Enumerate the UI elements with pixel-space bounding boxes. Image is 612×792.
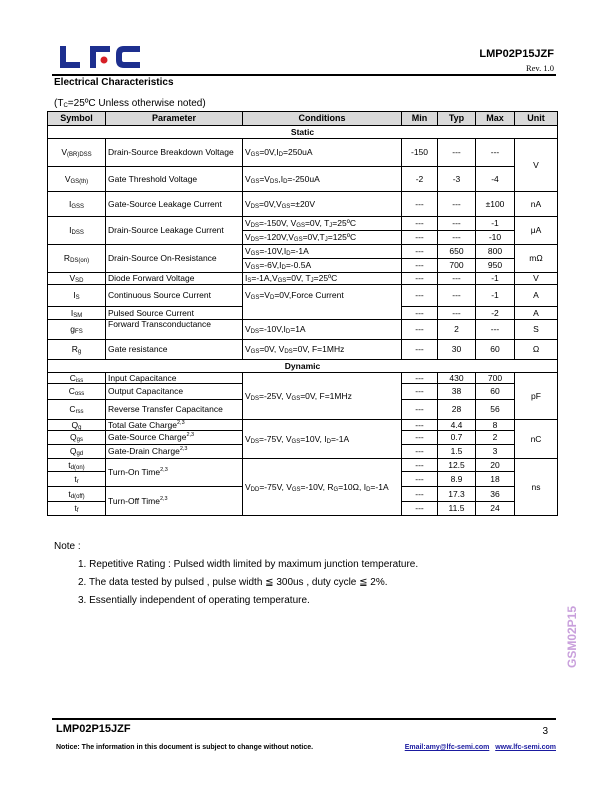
table-row: $I_{SM}$ Pulsed Source Current --- --- -2 A — [48, 307, 558, 320]
table-header-row — [48, 112, 558, 126]
table-row: $R_{DS(on)}$ Drain-Source On-Resistance $V_{GS}=-10V,I_D=-1A$ --- 650 800 mΩ — [48, 245, 558, 259]
table-row: $V_{GS}=-6V,I_D=-0.5A$ --- 700 950 — [48, 259, 558, 273]
table-row: $V_{SD}$ Diode Forward Voltage $I_S=-1A,V_{GS}=0V$, $T_J=25ºC$ --- --- -1 V — [48, 273, 558, 285]
table-row: $V_{GS(th)}$ Gate Threshold Voltage $V_{GS}=V_{DS},I_D=-250uA$ -2 -3 -4 — [48, 167, 558, 192]
table-row: $t_f$ --- 11.5 24 — [48, 502, 558, 516]
footer-links — [405, 744, 556, 751]
table-row: $C_{rss}$ Reverse Transfer Capacitance --- 28 56 — [48, 400, 558, 420]
col-max: Max — [476, 112, 515, 126]
note-item-1: 1. Repetitive Rating : Pulsed width limited by maximum junction temperature. — [78, 559, 419, 570]
footer-part-number: LMP02P15JZF — [56, 723, 131, 735]
col-min: Min — [402, 112, 438, 126]
header-part-number: LMP02P15JZF — [479, 48, 554, 60]
table-row: $t_r$ --- 8.9 18 — [48, 472, 558, 487]
table-row: $t_{d(on)}$ Turn-On Time$^{2,3}$ $V_{DD}=-75V$, $V_{GS}=-10V$, $R_G=10\Omega$, $I_D=-1A$ --- 12.5 20 ns — [48, 459, 558, 472]
side-watermark: GSM02P15 — [565, 605, 579, 668]
table-row: $t_{d(off)}$ Turn-Off Time$^{2,3}$ --- 17.3 36 — [48, 487, 558, 502]
table-row: $I_S$ Continuous Source Current $V_{GS}=V_D=0V,Force$ Current --- --- -1 A — [48, 285, 558, 307]
notes-title: Note : — [54, 541, 81, 552]
col-conditions: Conditions — [243, 112, 402, 126]
table-row: $V_{DS}=-120V,V_{GS}=0V,T_J=125ºC$ --- --- -10 — [48, 231, 558, 245]
table-row: $I_{GSS}$ Gate-Source Leakage Current $V_{DS}=0V,V_{GS}=\pm 20V$ --- --- ±100 nA — [48, 192, 558, 217]
header-revision: Rev. 1.0 — [525, 63, 554, 73]
table-row: $C_{iss}$ Input Capacitance $V_{DS}=-25V$, $V_{GS}=0V$, F=1MHz --- 430 700 pF — [48, 373, 558, 384]
table-row: $g_{FS}$ Forward Transconductance $V_{DS}=-10V,I_D=1A$ --- 2 --- S — [48, 320, 558, 340]
footer-rule — [52, 718, 556, 720]
section-title: Electrical Characteristics — [54, 77, 174, 88]
col-symbol: Symbol — [48, 112, 106, 126]
table-row: $Q_g$ Total Gate Charge$^{2,3}$ $V_{DS}=-75V$, $V_{GS}=10V$, $I_D=-1A$ --- 4.4 8 nC — [48, 420, 558, 431]
table-row: $I_{DSS}$ Drain-Source Leakage Current $V_{DS}=-150V$, $V_{GS}=0V$, $T_J=25ºC$ --- --- -1 μA — [48, 217, 558, 231]
condition-note: ($T_C=25ºC$ Unless otherwise noted) — [54, 98, 206, 109]
table-row: $Q_{gs}$ Gate-Source Charge$^{2,3}$ --- 0.7 2 — [48, 431, 558, 445]
col-parameter: Parameter — [106, 112, 243, 126]
note-item-3: 3. Essentially independent of operating temperature. — [78, 595, 310, 606]
email-link[interactable]: Email:amy@lfc-semi.com — [404, 744, 490, 751]
table-row: $Q_{gd}$ Gate-Drain Charge$^{2,3}$ --- 1.5 3 — [48, 445, 558, 459]
note-item-2: 2. The data tested by pulsed , pulse width ≦ 300us , duty cycle ≦ 2%. — [78, 577, 388, 588]
col-unit: Unit — [515, 112, 558, 126]
header-rule — [52, 74, 556, 76]
col-typ: Typ — [438, 112, 476, 126]
website-link[interactable]: www.lfc-semi.com — [495, 744, 556, 751]
lfc-logo — [60, 44, 144, 70]
group-row-static: Static — [48, 126, 558, 139]
footer-notice: Notice: The information in this document is subject to change without notice. — [56, 744, 314, 751]
group-row-dynamic: Dynamic — [48, 360, 558, 373]
electrical-characteristics-table — [47, 111, 558, 516]
page-number: 3 — [542, 726, 548, 737]
table-row: $C_{oss}$ Output Capacitance --- 38 60 — [48, 384, 558, 400]
table-row: $R_g$ Gate resistance $V_{GS}=0V$, $V_{DS}=0V$, F=1MHz --- 30 60 Ω — [48, 340, 558, 360]
table-row: $V_{(BR)DSS}$ Drain-Source Breakdown Voltage $V_{GS}=0V,I_D=250uA$ -150 --- --- V — [48, 139, 558, 167]
